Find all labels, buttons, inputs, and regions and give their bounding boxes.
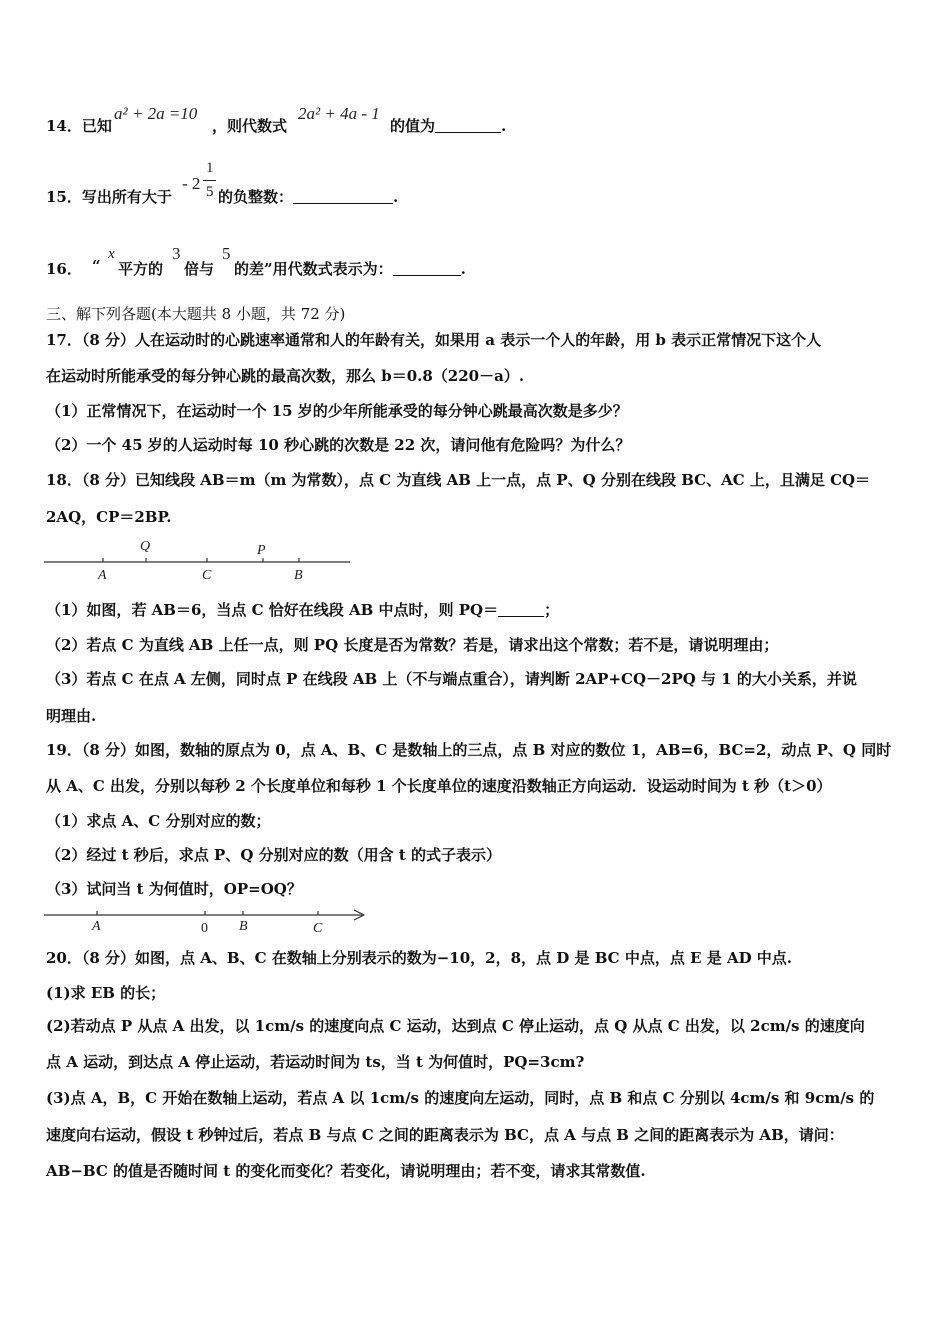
q18-segment-figure <box>44 536 354 584</box>
q17-line-2: 在运动时所能承受的每分钟心跳的最高次数，那么 b＝0.8（220－a）. <box>46 367 525 385</box>
q19-label-origin: 0 <box>201 921 208 936</box>
q19-part-2: （2）经过 t 秒后，求点 P、Q 分别对应的数（用含 t 的式子表示） <box>46 846 501 864</box>
q16-text-1: 平方的 <box>118 260 164 278</box>
q14-mid-text: ，则代数式 <box>212 117 288 135</box>
q16-number-3: 3 <box>172 244 181 263</box>
q20-part-3-line-2: 速度向右运动，假设 t 秒钟过后，若点 B 与点 C 之间的距离表示为 BC，点 A 与点 B 之间的距离表示为 AB，请问： <box>46 1126 844 1144</box>
q18-label-a: A <box>98 568 107 583</box>
q19-number-line-figure <box>44 904 374 936</box>
q19-label-c: C <box>313 921 323 936</box>
q20-part-3-line-3: AB−BC 的值是否随时间 t 的变化而变化？若变化，请说明理由；若不变，请求其常数值. <box>46 1162 646 1180</box>
q17-part-2: （2）一个 45 岁的人运动时每 10 秒心跳的次数是 22 次，请问他有危险吗？为什么？ <box>46 436 631 454</box>
q16-open-quote: “ <box>92 257 101 275</box>
q19-label-a: A <box>92 919 101 934</box>
q15-fraction-bar <box>203 180 216 181</box>
q16-text-2: 倍与 <box>184 260 215 278</box>
q15-negative-sign: - 2 <box>182 174 201 193</box>
q15-tail: 的负整数： . <box>218 188 399 206</box>
q18-line-2: 2AQ，CP＝2BP. <box>46 508 172 526</box>
q16-number-5: 5 <box>222 244 231 263</box>
q18-part-1: （1）如图，若 AB＝6，当点 C 恰好在线段 AB 中点时，则 PQ＝ ； <box>46 601 560 619</box>
q14-answer-blank[interactable] <box>435 117 501 133</box>
q18-part-3: （3）若点 C 在点 A 左侧，同时点 P 在线段 AB 上（不与端点重合），请判断 2AP+CQ－2PQ 与 1 的大小关系，并说 <box>46 670 857 688</box>
q16-variable-x: x <box>108 246 115 262</box>
q15-fraction-denominator: 5 <box>206 184 214 200</box>
q17-line-1: 17．（8 分）人在运动时的心跳速率通常和人的年龄有关，如果用 a 表示一个人的年龄，用 b 表示正常情况下这个人 <box>46 331 822 349</box>
q17-part-1: （1）正常情况下，在运动时一个 15 岁的少年所能承受的每分钟心跳最高次数是多少？ <box>46 402 628 420</box>
q14-tail-text: 的值为 . <box>390 117 507 135</box>
q19-line-1: 19．（8 分）如图，数轴的原点为 0，点 A、B、C 是数轴上的三点，点 B 对应的数位 1，AB=6，BC=2，动点 P、Q 同时 <box>46 741 892 759</box>
q14-number: 14．已知 <box>46 117 112 135</box>
q18-label-b: B <box>294 568 303 583</box>
q20-part-3-line-1: (3)点 A，B，C 开始在数轴上运动，若点 A 以 1cm/s 的速度向左运动，同时，点 B 和点 C 分别以 4cm/s 和 9cm/s 的 <box>46 1089 875 1107</box>
q14-target-expression: 2a² + 4a - 1 <box>298 104 380 123</box>
q15-text: 15．写出所有大于 <box>46 188 172 206</box>
q20-part-2-line-2: 点 A 运动，到达点 A 停止运动，若运动时间为 ts，当 t 为何值时，PQ=3cm? <box>46 1053 585 1071</box>
q15-fraction-numerator: 1 <box>206 160 214 176</box>
q15-answer-blank[interactable] <box>293 188 393 204</box>
section-3-heading: 三、解下列各题(本大题共 8 小题，共 72 分) <box>46 305 346 323</box>
q18-part-3-continued: 明理由. <box>46 707 97 725</box>
q18-answer-blank[interactable] <box>498 601 544 617</box>
q18-label-p: P <box>257 543 266 558</box>
q16-answer-blank[interactable] <box>393 260 461 276</box>
q18-label-q: Q <box>140 539 151 554</box>
q20-line-1: 20．（8 分）如图，点 A、B、C 在数轴上分别表示的数为−10，2，8，点 D 是 BC 中点，点 E 是 AD 中点. <box>46 949 793 967</box>
q14-condition-expression: a² + 2a =10 <box>114 104 198 123</box>
q20-part-2-line-1: (2)若动点 P 从点 A 出发，以 1cm/s 的速度向点 C 运动，达到点 C 停止运动，点 Q 从点 C 出发，以 2cm/s 的速度向 <box>46 1017 865 1035</box>
q18-part-2: （2）若点 C 为直线 AB 上任一点，则 PQ 长度是否为常数？若是，请求出这个常数；若不是，请说明理由； <box>46 636 779 654</box>
q19-part-3: （3）试问当 t 为何值时，OP=OQ？ <box>46 880 302 898</box>
q16-number: 16． <box>46 260 82 278</box>
q19-label-b: B <box>239 919 248 934</box>
q18-label-c: C <box>202 568 212 583</box>
q19-part-1: （1）求点 A、C 分别对应的数； <box>46 812 271 830</box>
q20-part-1: (1)求 EB 的长； <box>46 984 166 1002</box>
q18-line-1: 18．（8 分）已知线段 AB＝m（m 为常数），点 C 为直线 AB 上一点，点 P、Q 分别在线段 BC、AC 上，且满足 CQ＝ <box>46 471 871 489</box>
q19-line-2: 从 A、C 出发，分别以每秒 2 个长度单位和每秒 1 个长度单位的速度沿数轴正方向运动．设运动时间为 t 秒（t＞0） <box>46 777 832 795</box>
q16-tail: 的差”用代数式表示为： . <box>234 260 466 278</box>
